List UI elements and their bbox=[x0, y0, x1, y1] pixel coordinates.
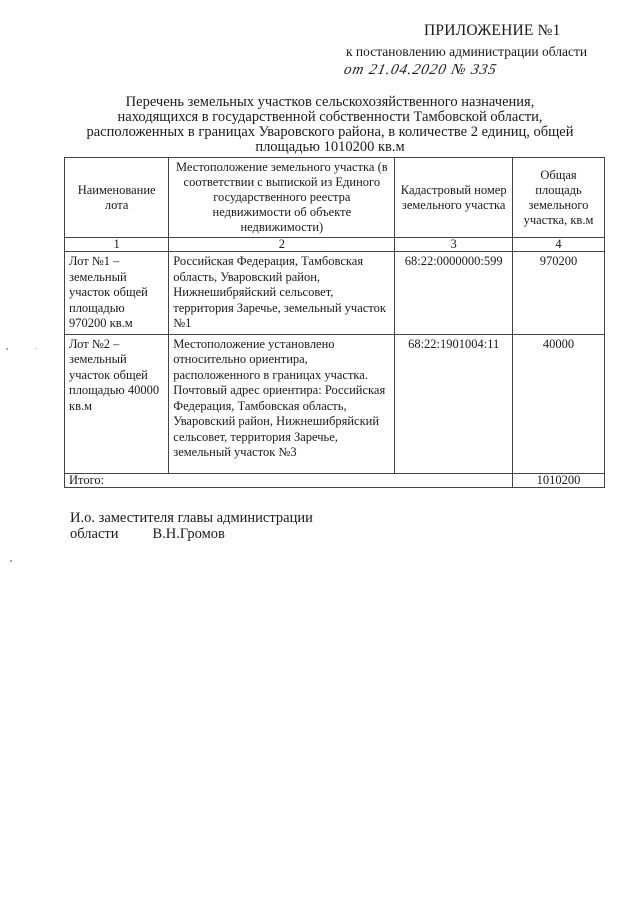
scan-speck bbox=[6, 348, 8, 350]
total-value: 1010200 bbox=[512, 473, 604, 487]
lot-name-cell: Лот №1 – земельный участок общей площадью 970200 кв.м bbox=[65, 252, 169, 335]
table-row bbox=[65, 252, 605, 335]
signatory-line bbox=[70, 526, 225, 543]
total-label: Итого: bbox=[65, 473, 513, 487]
title-line: расположенных в границах Уваровского района, в количестве 2 единиц, общей bbox=[86, 124, 574, 140]
appendix-reference: к постановлению администрации области bbox=[346, 44, 588, 59]
land-plots-table bbox=[64, 157, 605, 488]
total-row bbox=[65, 473, 605, 487]
signatory-name: В.Н.Громов bbox=[152, 526, 225, 542]
handwritten-date-number: от 21.04.2020 № 335 bbox=[342, 62, 499, 78]
scan-speck bbox=[36, 348, 37, 349]
title-line: Перечень земельных участков сельскохозяйственного назначения, bbox=[125, 94, 535, 110]
lot-name-cell: Лот №2 – земельный участок общей площадью 40000 кв.м bbox=[65, 334, 169, 473]
table-row bbox=[65, 334, 605, 473]
column-number: 1 bbox=[65, 238, 169, 252]
header-cadastral: Кадастровый номер земельного участка bbox=[395, 158, 513, 238]
cadastral-cell: 68:22:1901004:11 bbox=[395, 334, 513, 473]
title-line: площадью 1010200 кв.м bbox=[255, 139, 405, 155]
column-number: 4 bbox=[512, 238, 604, 252]
location-cell: Местоположение установлено относительно ориентира, расположенного в границах участка. Почтовый адрес ориентира: Российская Федерация, Тамбовская область, Уваровский район, Нижнешибряйский сельсовет, территория Заречье, земельный участок №3 bbox=[169, 334, 395, 473]
column-number: 3 bbox=[395, 238, 513, 252]
signatory-title: И.о. заместителя главы администрации bbox=[70, 510, 313, 526]
header-lot-name: Наименование лота bbox=[65, 158, 169, 238]
header-location: Местоположение земельного участка (в соответствии с выпиской из Единого государственного реестра недвижимости об объекте недвижимости) bbox=[169, 158, 395, 238]
location-cell: Российская Федерация, Тамбовская область, Уваровский район, Нижнешибряйский сельсовет, территория Заречье, земельный участок №1 bbox=[169, 252, 395, 335]
scan-speck bbox=[10, 560, 12, 562]
area-cell: 970200 bbox=[512, 252, 604, 335]
header-area: Общая площадь земельного участка, кв.м bbox=[512, 158, 604, 238]
area-cell: 40000 bbox=[512, 334, 604, 473]
table-header-row bbox=[65, 158, 605, 238]
appendix-title: ПРИЛОЖЕНИЕ №1 bbox=[424, 22, 561, 39]
column-number: 2 bbox=[169, 238, 395, 252]
document-title bbox=[60, 95, 600, 155]
title-line: находящихся в государственной собственности Тамбовской области, bbox=[117, 109, 543, 125]
cadastral-cell: 68:22:0000000:599 bbox=[395, 252, 513, 335]
column-number-row bbox=[65, 238, 605, 252]
signatory-region: области bbox=[70, 526, 119, 542]
